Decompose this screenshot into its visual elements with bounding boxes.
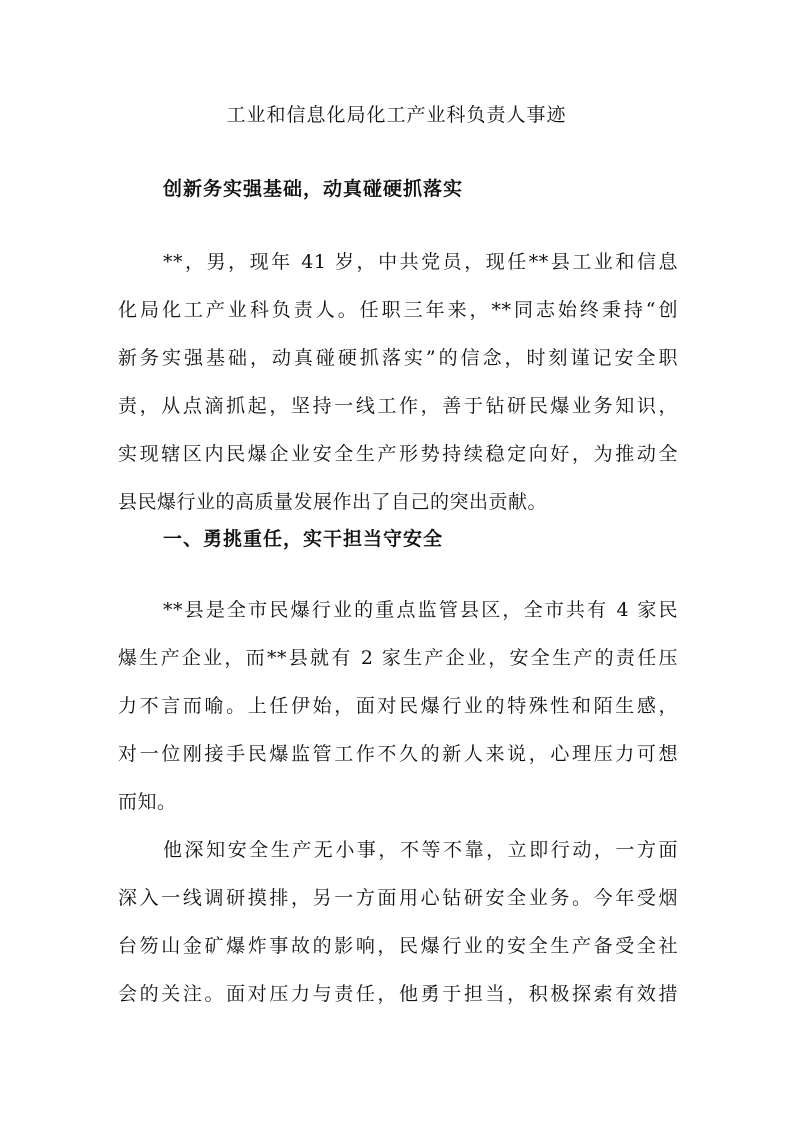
text-line: **县是全市民爆行业的重点监管县区，全市共有 4 家民 — [163, 599, 678, 621]
text-line: 新务实强基础，动真碰硬抓落实”的信念，时刻谨记安全职 — [118, 347, 678, 369]
text-line: 会的关注。面对压力与责任，他勇于担当，积极探索有效措 — [118, 983, 678, 1005]
text-line: 而知。 — [118, 791, 177, 813]
intro-paragraph — [118, 238, 678, 526]
document-title: 工业和信息化局化工产业科负责人事迹 — [226, 104, 567, 126]
text-line: 爆生产企业，而**县就有 2 家生产企业，安全生产的责任压 — [118, 647, 678, 669]
text-line: 实现辖区内民爆企业安全生产形势持续稳定向好，为推动全 — [118, 443, 678, 465]
text-line: 对一位刚接手民爆监管工作不久的新人来说，心理压力可想 — [118, 743, 678, 765]
text-line: 责，从点滴抓起，坚持一线工作，善于钻研民爆业务知识， — [118, 395, 678, 417]
text-line: 他深知安全生产无小事，不等不靠，立即行动，一方面 — [163, 839, 678, 861]
section-heading: 一、勇挑重任，实干担当守安全 — [163, 528, 444, 550]
section1-paragraph-1 — [118, 586, 678, 826]
text-line: **，男，现年 41 岁，中共党员，现任**县工业和信息 — [163, 251, 678, 273]
section1-paragraph-2 — [118, 826, 678, 1018]
document-subtitle: 创新务实强基础，动真碰硬抓落实 — [163, 178, 464, 200]
text-line: 县民爆行业的高质量发展作出了自己的突出贡献。 — [118, 491, 548, 513]
text-line: 化局化工产业科负责人。任职三年来，**同志始终秉持“创 — [118, 299, 678, 321]
text-line: 深入一线调研摸排，另一方面用心钻研安全业务。今年受烟 — [118, 887, 678, 909]
text-line: 台笏山金矿爆炸事故的影响，民爆行业的安全生产备受全社 — [118, 935, 678, 957]
text-line: 力不言而喻。上任伊始，面对民爆行业的特殊性和陌生感， — [118, 695, 678, 717]
